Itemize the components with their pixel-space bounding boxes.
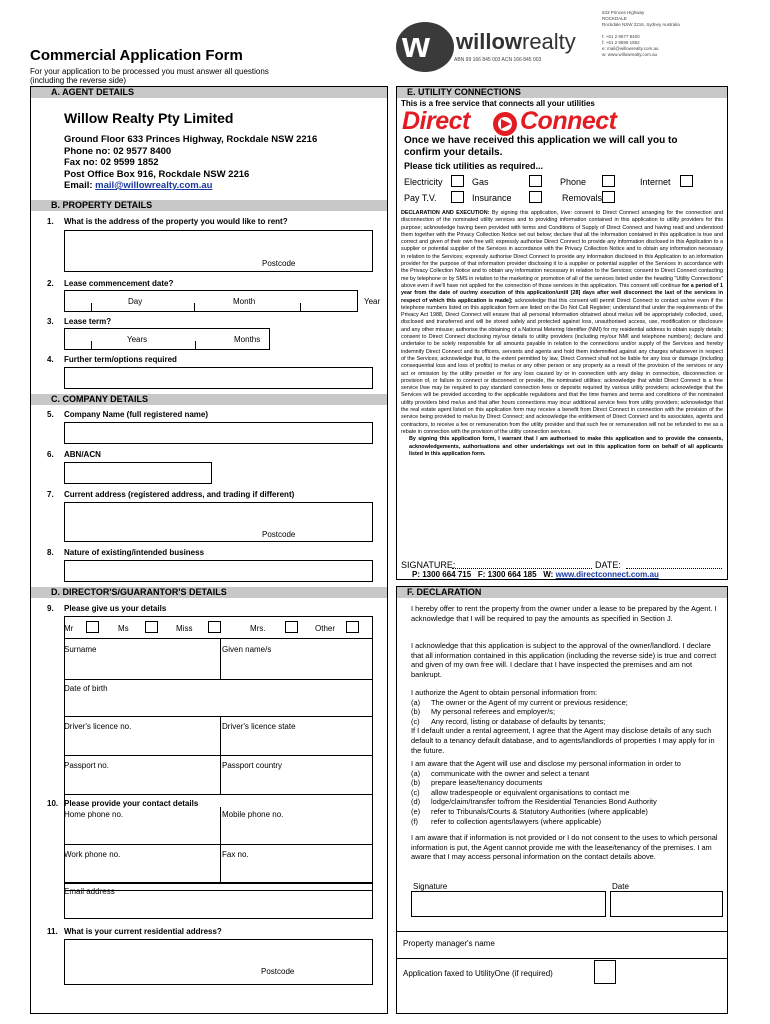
- q7-label: Current address (registered address, and trading if different): [64, 490, 295, 499]
- q4-number: 4.: [47, 355, 54, 364]
- willow-logo-text: willowrealty: [456, 29, 576, 54]
- form-title: Commercial Application Form: [30, 47, 243, 64]
- ms-label: Ms: [118, 624, 129, 633]
- day-label: Day: [128, 297, 143, 306]
- licence-state-label: Driver's licence state: [222, 722, 296, 731]
- mr-checkbox[interactable]: [86, 621, 99, 633]
- company-postcode-label: Postcode: [262, 530, 296, 539]
- miss-checkbox[interactable]: [208, 621, 221, 633]
- electricity-label: Electricity: [404, 177, 443, 187]
- lease-commencement-input[interactable]: [64, 290, 358, 312]
- residential-postcode-label: Postcode: [261, 967, 295, 976]
- willow-logo-w-icon: w: [402, 24, 425, 65]
- agent-details: Ground Floor 633 Princes Highway, Rockdale NSW 2216 Phone no: 02 9577 8400 Fax no: 02 9599 1852 Post Office Box 916, Rockdale NSW 2216 Email: mail@willowrealty.com.au: [64, 134, 318, 191]
- licence-row-divider: [220, 717, 221, 755]
- residential-address-input[interactable]: [64, 939, 373, 985]
- work-row-divider: [220, 845, 221, 882]
- months-divider: [195, 341, 196, 350]
- q6-label: ABN/ACN: [64, 450, 101, 459]
- mr-label: Mr: [64, 624, 74, 633]
- year-label: Year: [364, 297, 381, 306]
- declaration-p1: I hereby offer to rent the property from the owner under a lease to be prepared by the Agent. I acknowledge that I will be required to pay the amounts as specified in Section J.: [411, 604, 717, 623]
- utility-date-label: DATE:: [595, 560, 621, 570]
- utility-free-note: This is a free service that connects all your utilities: [401, 99, 595, 108]
- months-label: Months: [234, 335, 261, 344]
- passport-row-divider: [220, 756, 221, 794]
- q10-label: Please provide your contact details: [64, 799, 199, 808]
- q11-number: 11.: [47, 927, 58, 936]
- agency-address-block: 633 Princes Highway ROCKDALE Rockdale NSW 2216, Sydney Australia t: +61 2 9577 8400 f: +61 2 9599 1852 e: mail@willowrealty.com.au w: www.willowrealty.com.au: [602, 10, 680, 57]
- faxed-label: Application faxed to UtilityOne (if required): [403, 969, 553, 978]
- section-a-bar: A. AGENT DETAILS: [31, 87, 387, 98]
- declaration-date-input[interactable]: [610, 891, 723, 917]
- q1-number: 1.: [47, 217, 54, 226]
- q10-number: 10.: [47, 799, 59, 808]
- directconnect-link[interactable]: www.directconnect.com.au: [555, 570, 659, 579]
- q11-label: What is your current residential address?: [64, 927, 222, 936]
- internet-checkbox[interactable]: [680, 175, 693, 187]
- passport-label: Passport no.: [64, 761, 109, 770]
- name-row-line: [64, 679, 373, 680]
- gas-label: Gas: [472, 177, 489, 187]
- mobile-phone-label: Mobile phone no.: [222, 810, 284, 819]
- phone-label: Phone: [560, 177, 587, 187]
- company-name-input[interactable]: [64, 422, 373, 444]
- company-address-input[interactable]: [64, 502, 373, 542]
- paytv-label: Pay T.V.: [404, 193, 437, 203]
- q5-label: Company Name (full registered name): [64, 410, 209, 419]
- passport-row-line: [64, 794, 373, 795]
- direct-connect-logo-direct: Direct: [402, 107, 470, 135]
- callback-note: Once we have received this application we will call you to confirm your details.: [404, 135, 678, 158]
- month-divider-2: [300, 303, 301, 312]
- declaration-p6: I am aware that if information is not provided or I do not consent to the uses to which personal information is put, the Agent cannot provide me with the lease/tenancy of the premises. I am aware that I may access personal information on the contact details above.: [411, 833, 718, 862]
- internet-label: Internet: [640, 177, 671, 187]
- fax-label: Fax no.: [222, 850, 249, 859]
- q3-number: 3.: [47, 317, 54, 326]
- property-postcode-label: Postcode: [262, 259, 296, 268]
- faxed-checkbox[interactable]: [594, 960, 616, 984]
- declaration-p5: I am aware that the Agent will use and disclose my personal information in order to (a) communicate with the owner and select a tenant (b) prepare lease/tenancy documents (c) allow tradespeople or equivalent organisations to contact me (d) lodge/claim/transfer to/from the Residential Tenancies Bond Authority (e) refer to Tribunals/Courts & Statutory Authorities (where applicable) (f) refer to collection agents/lawyers (where applicable): [411, 759, 681, 826]
- utility-date-line[interactable]: [626, 568, 722, 569]
- declaration-date-label: Date: [612, 882, 629, 891]
- section-e-bar: E. UTILITY CONNECTIONS: [397, 87, 727, 98]
- abn-line: ABN 99 166 845 003 ACN 166 845 003: [454, 57, 542, 63]
- utility-signature-line[interactable]: [452, 568, 592, 569]
- q3-label: Lease term?: [64, 317, 112, 326]
- section-f-bar: F. DECLARATION: [397, 587, 727, 598]
- mrs-label: Mrs.: [250, 624, 266, 633]
- other-label: Other: [315, 624, 336, 633]
- form-intro: For your application to be processed you must answer all questions (including the reverse side): [30, 67, 269, 85]
- section-d-bar: D. DIRECTOR'S/GUARANTOR'S DETAILS: [31, 587, 387, 598]
- tick-instruction: Please tick utilities as required...: [404, 161, 544, 171]
- years-divider: [91, 341, 92, 350]
- work-phone-label: Work phone no.: [64, 850, 121, 859]
- passport-country-label: Passport country: [222, 761, 283, 770]
- given-name-label: Given name/s: [222, 645, 272, 654]
- agent-email-link[interactable]: mail@willowrealty.com.au: [95, 180, 213, 191]
- licence-row-line: [64, 755, 373, 756]
- home-phone-label: Home phone no.: [64, 810, 124, 819]
- mrs-checkbox[interactable]: [285, 621, 298, 633]
- ms-checkbox[interactable]: [145, 621, 158, 633]
- q9-label: Please give us your details: [64, 604, 167, 613]
- phone-checkbox[interactable]: [602, 175, 615, 187]
- direct-connect-logo-connect: Connect: [520, 107, 617, 135]
- licence-label: Driver's licence no.: [64, 722, 132, 731]
- electricity-checkbox[interactable]: [451, 175, 464, 187]
- direct-connect-logo: [402, 107, 638, 136]
- declaration-signature-label: Signature: [413, 882, 448, 891]
- declaration-p2: I acknowledge that this application is subject to the approval of the owner/landlord. I declare that all information contained in this application (including the reverse side) is true and correct and given of my own free will. I declare that I have inspected the premises and am not bankrupt.: [411, 641, 717, 679]
- miss-label: Miss: [176, 624, 193, 633]
- q8-number: 8.: [47, 548, 54, 557]
- insurance-label: Insurance: [472, 193, 512, 203]
- email-input[interactable]: [64, 883, 373, 919]
- gas-checkbox[interactable]: [529, 175, 542, 187]
- other-checkbox[interactable]: [346, 621, 359, 633]
- email-label: Email address: [64, 887, 115, 896]
- phone-row-divider: [220, 807, 221, 844]
- q5-number: 5.: [47, 410, 54, 419]
- utility-signature-label: SIGNATURE:: [401, 560, 456, 570]
- q6-number: 6.: [47, 450, 54, 459]
- phone-row-line: [64, 844, 373, 845]
- further-term-input[interactable]: [64, 367, 373, 389]
- property-address-input[interactable]: [64, 230, 373, 272]
- section-b-bar: B. PROPERTY DETAILS: [31, 200, 387, 211]
- name-row-divider: [220, 639, 221, 679]
- q4-label: Further term/options required: [64, 355, 177, 364]
- section-c-bar: C. COMPANY DETAILS: [31, 394, 387, 405]
- day-divider: [91, 303, 92, 312]
- q2-number: 2.: [47, 279, 54, 288]
- insurance-checkbox[interactable]: [529, 191, 542, 203]
- q1-label: What is the address of the property you would like to rent?: [64, 217, 288, 226]
- q8-label: Nature of existing/intended business: [64, 548, 205, 557]
- abn-acn-input[interactable]: [64, 462, 212, 484]
- q9-number: 9.: [47, 604, 54, 613]
- business-nature-input[interactable]: [64, 560, 373, 582]
- removals-label: Removals: [562, 193, 603, 203]
- q2-label: Lease commencement date?: [64, 279, 174, 288]
- declaration-p3: I authorize the Agent to obtain personal information from: (a) The owner or the Agent of my current or previous residence; (b) My personal referees and employer/s; (c) Any record, listing or database of defaults by tenants; If I default under a rental agreement, I agree that the Agent may disclose details of any such default to a tenancy default database, and to agents/landlords of properties I may apply for in the future.: [411, 688, 715, 755]
- utility-contacts: P: 1300 664 715 F: 1300 664 185 W: www.directconnect.com.au: [412, 570, 659, 579]
- month-label: Month: [233, 297, 256, 306]
- years-label: Years: [127, 335, 148, 344]
- surname-label: Surname: [64, 645, 97, 654]
- removals-checkbox[interactable]: [602, 191, 615, 203]
- dob-label: Date of birth: [64, 684, 108, 693]
- dob-row-line: [64, 716, 373, 717]
- property-manager-label: Property manager's name: [403, 939, 495, 948]
- agent-name: Willow Realty Pty Limited: [64, 110, 234, 126]
- month-divider-1: [194, 303, 195, 312]
- utility-declaration-text: DECLARATION AND EXECUTION: By signing this application, I/we: consent to Direct Connect arranging for the connection and disconnection of the nominated utility services and to providing information contained in this application to utility providers for this purpose; acknowledge having been provided with terms and Conditions of Supply of Direct Connect and having read and understood them together with the Privacy Collection Notice set out below; declare that all the information contained in this application is true and correct and given of their own free will; expressly authorise Direct Connect to provide any information disclosed in this Application to a supplier or potential supplier of the Services in accordance with the Privacy Collection Notice and to obtain any information necessary in relation to the Services; expressly authorise Direct Connect to provide any information disclosed in this Application to an information provider for the purpose of that information provider disclosing it to a supplier or potential supplier of the Services in accordance with the Privacy Collection Notice and to obtain any information necessary in relation to the Services; consent to Direct Connect contacting me by telephone or by SMS in relation to the marketing or promotion of all of the services listed under the heading "Utility Connections" above even if we'll have not applied for the connection of those services in this application. This consent will continue for a period of 1 year from the date of our/my execution of this application/until [28] days after well disconnect the last of the services in respect of which this application is made]; acknowledge that this consent will permit Direct Connect to contact us/me even if the telephone numbers listed on this application form are listed on the Do Not Call Register; understand that under the requirements of the Privacy Act 1988, Direct Connect will ensure that all personal information obtained about me/us will be appropriately collected, used, disclosed and transferred and will be stored safely and protected against loss, unauthorised access, use, modification or disclosure and any other misuse; authorise the obtaining of a National Metering Identifier (NMI) for my residential address to obtain supply details; consent to Direct Connect disclosing my/our details to utility providers (including my/our NMI and telephone numbers); declare and undertake to be solely responsible for all amounts payable in relation to the connections and/or supply of the Services and hereby indemnify Direct Connect and its officers, servants and agents and hold them indemnified against any charges whatsoever in respect of the Services; acknowledge that, to the extent permitted by law, Direct Connect shall not be liable for any loss or damage (including consequential loss and loss of profits) to me/us or any other person or any property as a result of the provision of the services or any act or omission by the utility provider or for any loss caused by or in connection with any delay in connection, disconnection or provision of, or failure to connect or disconnect or provide, the nominated utilities; acknowledge that whilst Direct Connect is a free service I/we may be required to pay standard connection fees or deposits required by various utility providers; acknowledge that the Services will be provided according to the applicable regulations and that the time frames and terms and conditions of the nominated utility providers bind me/us and that after hours connections may incur additional service fees from utility providers; acknowledge that the real estate agent listed on this application form may receive a benefit from Direct Connect in connection with the provision of the service being provided to me/us by Direct Connect; and acknowledge the entitlement of Direct Connect and its associates, agents and contractors, to receive a fee or remuneration from the utility provider and that such fee or remuneration will not be refunded to me as a rebate in connection with the provision of the utility connection services. By signing this application form, I warrant that I am authorised to make this application and to provide the consents, acknowledgements, authorisations and other undertakings set out in this application form on behalf of all applicants listed in this application form.: [401, 210, 724, 457]
- declaration-signature-input[interactable]: [411, 891, 606, 917]
- title-row-line: [64, 638, 373, 639]
- paytv-checkbox[interactable]: [451, 191, 464, 203]
- q7-number: 7.: [47, 490, 54, 499]
